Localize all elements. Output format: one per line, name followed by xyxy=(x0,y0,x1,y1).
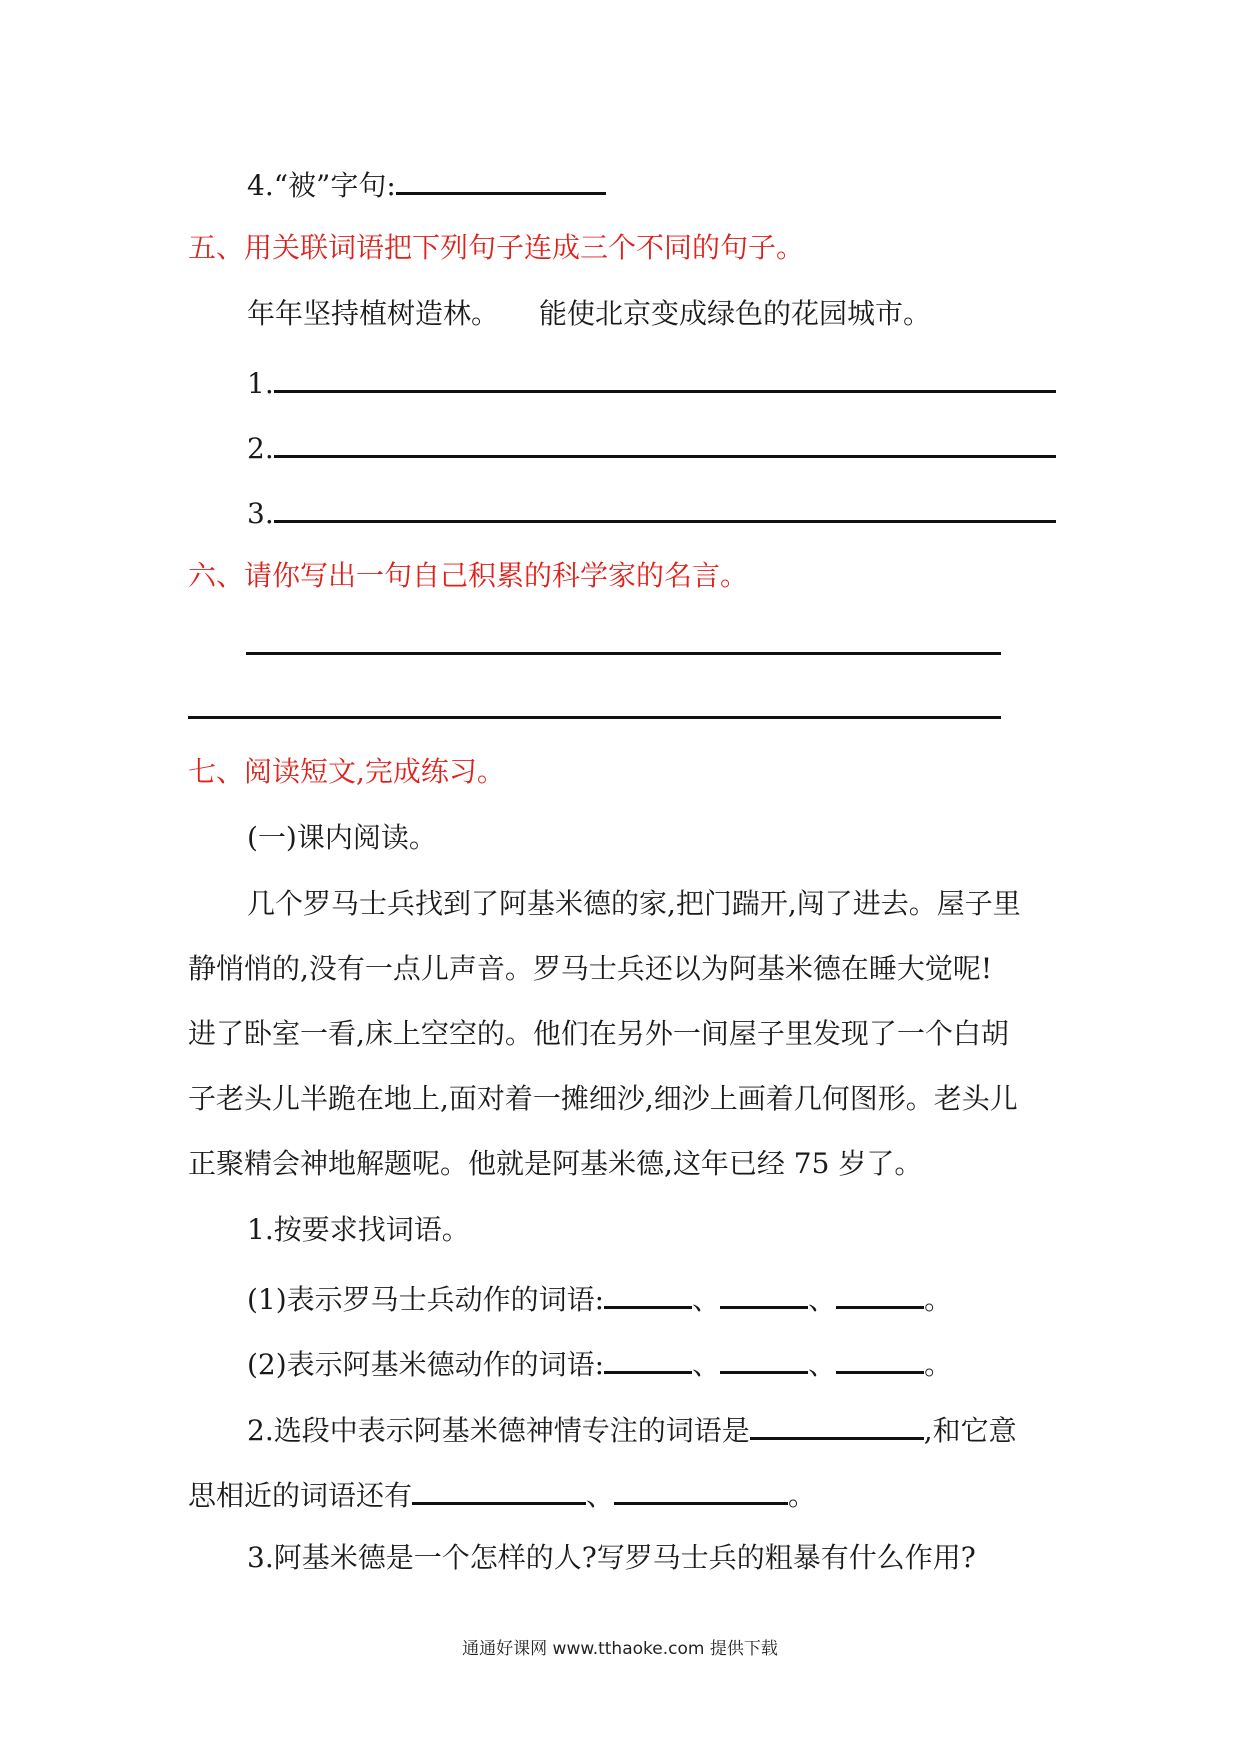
separator: 、 xyxy=(808,1283,837,1316)
passage-line: 子老头儿半跪在地上,面对着一摊细沙,细沙上画着几何图形。老头儿 xyxy=(188,1082,1018,1115)
prompt-sentence-b: 能使北京变成绿色的花园城市。 xyxy=(539,297,932,330)
question-7-1: 1.按要求找词语。 xyxy=(247,1213,470,1246)
question-4-4-label: 4.“被”字句: xyxy=(247,169,396,202)
question-7-1-2 xyxy=(247,1341,952,1385)
question-text: (1)表示罗马士兵动作的词语: xyxy=(247,1283,605,1316)
section-5-item-3 xyxy=(247,490,1056,534)
question-7-1-1 xyxy=(247,1276,952,1320)
question-text: ,和它意 xyxy=(923,1414,1017,1447)
separator: 、 xyxy=(808,1348,837,1381)
answer-line[interactable] xyxy=(274,360,1056,393)
period: 。 xyxy=(924,1283,953,1316)
section-5-prompt xyxy=(247,294,931,334)
answer-blank[interactable] xyxy=(396,162,606,195)
separator: 、 xyxy=(586,1479,615,1512)
answer-line[interactable] xyxy=(274,425,1056,458)
question-7-3: 3.阿基米德是一个怎样的人?写罗马士兵的粗暴有什么作用? xyxy=(247,1541,976,1574)
answer-blank[interactable] xyxy=(750,1407,924,1440)
passage-line: 静悄悄的,没有一点儿声音。罗马士兵还以为阿基米德在睡大觉呢! xyxy=(188,952,993,985)
answer-blank[interactable] xyxy=(720,1276,808,1309)
passage-line: 进了卧室一看,床上空空的。他们在另外一间屋子里发现了一个白胡 xyxy=(188,1017,1009,1050)
section-5-item-2 xyxy=(247,425,1056,469)
answer-line[interactable] xyxy=(188,716,1001,719)
passage-line: 正聚精会神地解题呢。他就是阿基米德,这年已经 75 岁了。 xyxy=(188,1147,923,1180)
section-5-title: 五、用关联词语把下列句子连成三个不同的句子。 xyxy=(188,231,805,264)
period: 。 xyxy=(924,1348,953,1381)
question-7-2-cont xyxy=(188,1472,816,1516)
question-4-4 xyxy=(247,162,606,206)
section-7-title: 七、阅读短文,完成练习。 xyxy=(188,755,505,788)
separator: 、 xyxy=(692,1348,721,1381)
question-text: 思相近的词语还有 xyxy=(188,1479,413,1512)
item-number: 2. xyxy=(247,432,274,465)
section-7-subtitle: (一)课内阅读。 xyxy=(247,821,437,854)
answer-line[interactable] xyxy=(246,652,1001,655)
question-text: 2.选段中表示阿基米德神情专注的词语是 xyxy=(247,1414,750,1447)
section-5-item-1 xyxy=(247,360,1056,404)
answer-line[interactable] xyxy=(274,490,1056,523)
answer-blank[interactable] xyxy=(836,1341,924,1374)
section-6-title: 六、请你写出一句自己积累的科学家的名言。 xyxy=(188,559,749,592)
separator: 、 xyxy=(692,1283,721,1316)
question-text: (2)表示阿基米德动作的词语: xyxy=(247,1348,605,1381)
item-number: 1. xyxy=(247,367,274,400)
item-number: 3. xyxy=(247,497,274,530)
passage-line: 几个罗马士兵找到了阿基米德的家,把门踹开,闯了进去。屋子里 xyxy=(247,887,1021,920)
answer-blank[interactable] xyxy=(720,1341,808,1374)
prompt-sentence-a: 年年坚持植树造林。 xyxy=(247,297,500,330)
answer-blank[interactable] xyxy=(604,1341,692,1374)
answer-blank[interactable] xyxy=(412,1472,586,1505)
question-7-2 xyxy=(247,1407,1017,1451)
answer-blank[interactable] xyxy=(604,1276,692,1309)
answer-blank[interactable] xyxy=(836,1276,924,1309)
footer-credit: 通通好课网 www.tthaoke.com 提供下载 xyxy=(462,1639,778,1659)
period: 。 xyxy=(788,1479,817,1512)
answer-blank[interactable] xyxy=(614,1472,788,1505)
